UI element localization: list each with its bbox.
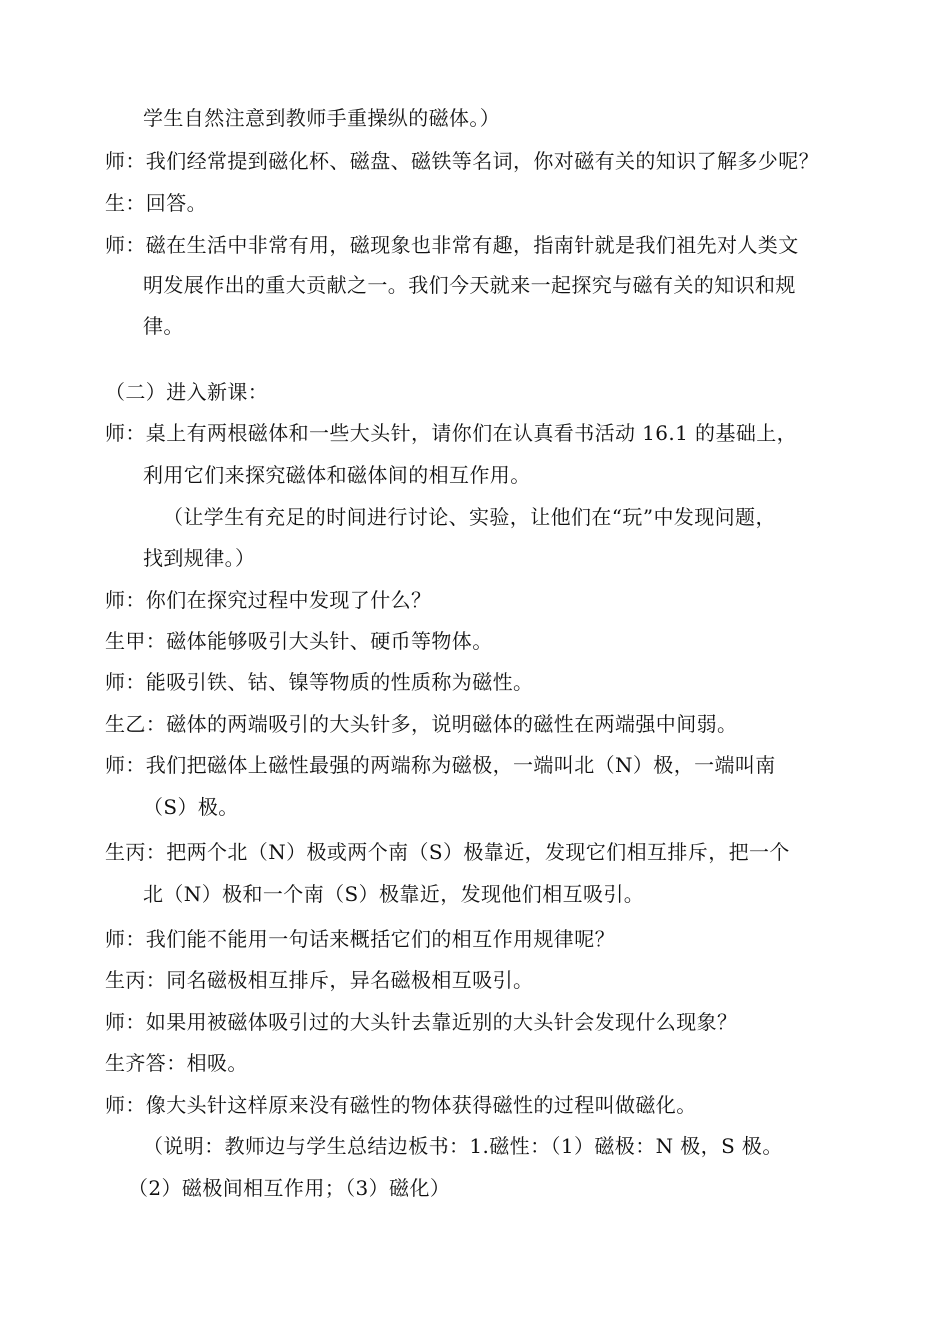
text-line: 生齐答：相吸。 <box>105 1051 248 1075</box>
text-line: 生：回答。 <box>105 191 207 215</box>
text-line: （S）极。 <box>143 795 239 819</box>
text-line: 北（N）极和一个南（S）极靠近，发现他们相互吸引。 <box>143 882 645 906</box>
text-line: 利用它们来探究磁体和磁体间的相互作用。 <box>143 463 531 487</box>
text-line: 师：你们在探究过程中发现了什么？ <box>105 588 432 612</box>
text-line: 生丙：同名磁极相互排斥，异名磁极相互吸引。 <box>105 968 534 992</box>
text-line: 师：桌上有两根磁体和一些大头针，请你们在认真看书活动 16.1 的基础上， <box>105 421 798 445</box>
text-line: 师：能吸引铁、钴、镍等物质的性质称为磁性。 <box>105 670 534 694</box>
text-line: 找到规律。） <box>143 546 256 570</box>
section-heading: （二）进入新课： <box>105 380 269 404</box>
text-line: （说明：教师边与学生总结边板书：1.磁性：（1）磁极：N 极，S 极。 <box>143 1134 783 1158</box>
text-line: 师：我们能不能用一句话来概括它们的相互作用规律呢？ <box>105 927 615 951</box>
text-line: 师：我们把磁体上磁性最强的两端称为磁极，一端叫北（N）极，一端叫南 <box>105 753 776 777</box>
text-line: （2）磁极间相互作用；（3）磁化） <box>128 1176 451 1200</box>
text-line: 师：如果用被磁体吸引过的大头针去靠近别的大头针会发现什么现象？ <box>105 1010 738 1034</box>
text-line: 学生自然注意到教师手重操纵的磁体。） <box>143 106 501 130</box>
text-line: 师：磁在生活中非常有用，磁现象也非常有趣，指南针就是我们祖先对人类文 <box>105 233 799 257</box>
text-line: 师：像大头针这样原来没有磁性的物体获得磁性的过程叫做磁化。 <box>105 1093 697 1117</box>
text-line: 生丙：把两个北（N）极或两个南（S）极靠近，发现它们相互排斥，把一个 <box>105 840 790 864</box>
text-line: 律。 <box>143 314 184 338</box>
text-line: 明发展作出的重大贡献之一。我们今天就来一起探究与磁有关的知识和规 <box>143 273 796 297</box>
text-line: 生乙：磁体的两端吸引的大头针多，说明磁体的磁性在两端强中间弱。 <box>105 712 738 736</box>
text-line: 师：我们经常提到磁化杯、磁盘、磁铁等名词，你对磁有关的知识了解多少呢？ <box>105 149 819 173</box>
text-line: （让学生有充足的时间进行讨论、实验，让他们在“玩”中发现问题， <box>163 505 776 529</box>
text-line: 生甲：磁体能够吸引大头针、硬币等物体。 <box>105 629 493 653</box>
